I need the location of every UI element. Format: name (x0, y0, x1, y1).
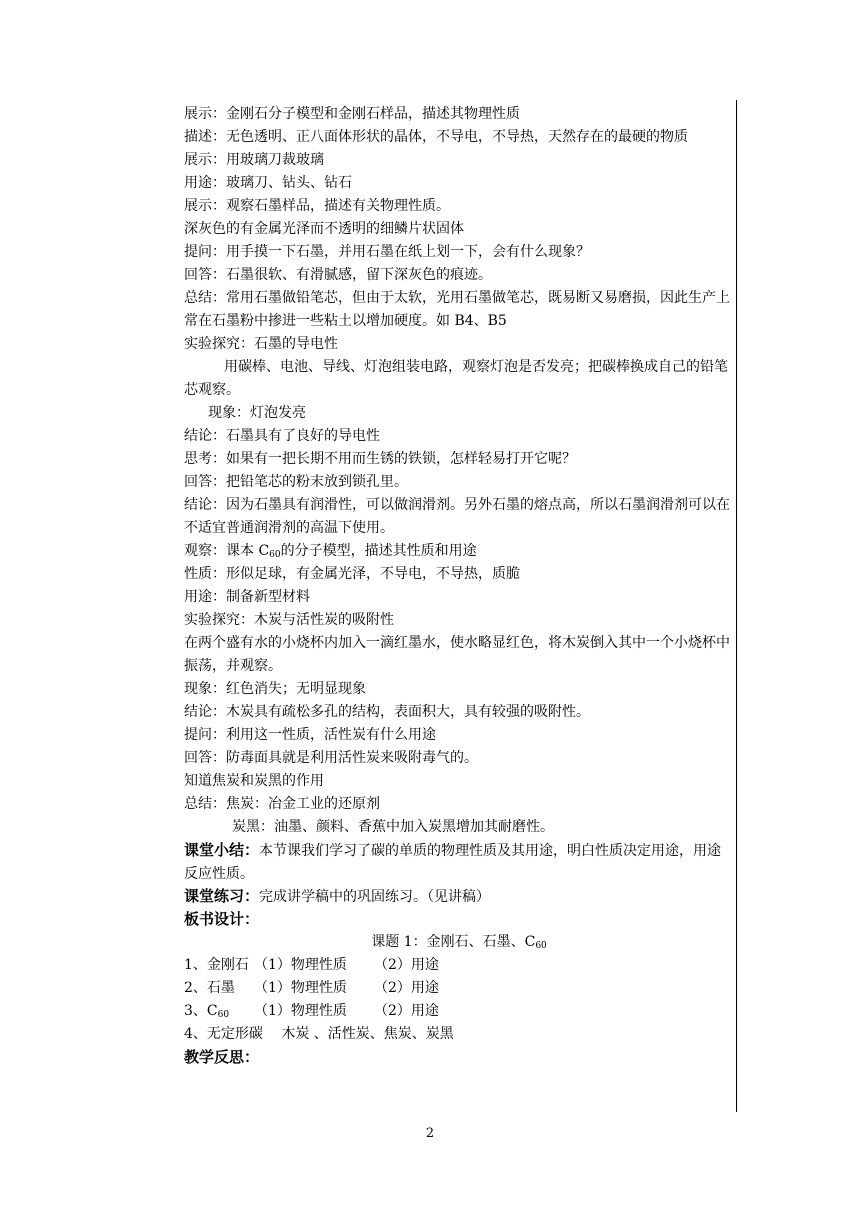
reflection-heading: 教学反思： (184, 1048, 260, 1066)
text-line: 提问：用手摸一下石墨，并用石墨在纸上划一下，会有什么现象？ (184, 244, 590, 260)
board-title (184, 931, 734, 954)
table-right-border (736, 100, 737, 1112)
text-paragraph: 总结：常用石墨做铅笔芯，但由于太软，光用石墨做笔芯，既易断又易磨损，因此生产上常在石墨粉中掺进一些粘土以增加硬度。如 B4、B5 (184, 290, 730, 329)
board-item-text: 3、C (184, 1003, 218, 1019)
text-fragment: 的分子模型，描述其性质和用途 (280, 543, 477, 559)
board-use: （2）用途 (374, 957, 439, 973)
text-line: 展示：观察石墨样品，描述有关物理性质。 (184, 198, 450, 214)
text-line (184, 540, 734, 563)
lesson-content (184, 103, 734, 1069)
text-line: 用途：玻璃刀、钻头、钻石 (184, 175, 352, 191)
board-title-text: 课题 1：金刚石、石墨、C (371, 934, 536, 950)
subscript: 60 (535, 941, 547, 951)
board-row (184, 954, 734, 977)
board-use: （2）用途 (374, 1003, 439, 1019)
board-property: （1）物理性质 (254, 957, 347, 973)
text-line: 实验探究：木炭与活性炭的吸附性 (184, 612, 394, 628)
text-line: 结论：石墨具有了良好的导电性 (184, 428, 380, 444)
board-row (184, 977, 734, 1000)
board-heading: 板书设计： (184, 910, 260, 928)
text-paragraph: 在两个盛有水的小烧杯内加入一滴红墨水，使水略显红色，将木炭倒入其中一个小烧杯中振荡，并观察。 (184, 635, 730, 674)
text-line: 用途：制备新型材料 (184, 589, 310, 605)
subscript: 60 (217, 1010, 230, 1020)
page-number: 2 (425, 1126, 435, 1141)
subscript: 60 (269, 550, 281, 560)
text-fragment: 观察：课本 C (184, 543, 270, 559)
board-item: 1、金刚石 (184, 957, 249, 973)
text-line: 知道焦炭和炭黑的作用 (184, 773, 324, 789)
board-row (184, 1000, 734, 1023)
text-line: 深灰色的有金属光泽而不透明的细鳞片状固体 (184, 221, 464, 237)
text-line: 思考：如果有一把长期不用而生锈的铁锁，怎样轻易打开它呢？ (184, 451, 576, 467)
summary-heading: 课堂小结： (184, 841, 260, 859)
practice-text: 完成讲学稿中的巩固练习。（见讲稿） (259, 889, 491, 905)
summary-text: 本节课我们学习了碳的单质的物理性质及其用途，明白性质决定用途，用途反应性质。 (184, 843, 722, 882)
text-line: 性质：形似足球，有金属光泽，不导电，不导热，质脆 (184, 566, 520, 582)
text-line: 提问：利用这一性质，活性炭有什么用途 (184, 727, 436, 743)
text-paragraph: 用碳棒、电池、导线、灯泡组装电路，观察灯泡是否发亮；把碳棒换成自己的铅笔芯观察。 (184, 359, 728, 398)
text-line: 炭黑：油墨、颜料、香蕉中加入炭黑增加其耐磨性。 (232, 819, 554, 835)
practice-heading: 课堂练习： (184, 887, 260, 905)
text-line: 回答：防毒面具就是利用活性炭来吸附毒气的。 (184, 750, 478, 766)
text-line: 实验探究：石墨的导电性 (184, 336, 338, 352)
text-line: 描述：无色透明、正八面体形状的晶体，不导电，不导热，天然存在的最硬的物质 (184, 129, 688, 145)
board-item: 2、石墨 (184, 980, 235, 996)
board-row: 4、无定形碳 木炭 、活性炭、焦炭、炭黑 (184, 1026, 454, 1042)
text-line: 现象：红色消失；无明显现象 (184, 681, 366, 697)
board-property: （1）物理性质 (254, 980, 347, 996)
text-line: 结论：木炭具有疏松多孔的结构，表面积大，具有较强的吸附性。 (184, 704, 590, 720)
text-line: 展示：用玻璃刀裁玻璃 (184, 152, 324, 168)
text-line: 回答：把铅笔芯的粉末放到锁孔里。 (184, 474, 408, 490)
text-paragraph: 结论：因为石墨具有润滑性，可以做润滑剂。另外石墨的熔点高，所以石墨润滑剂可以在不适宜普通润滑剂的高温下使用。 (184, 497, 730, 536)
text-line: 总结：焦炭：冶金工业的还原剂 (184, 796, 380, 812)
text-line: 回答：石墨很软、有滑腻感，留下深灰色的痕迹。 (184, 267, 492, 283)
summary-section (184, 839, 734, 885)
practice-section (184, 885, 734, 908)
board-use: （2）用途 (374, 980, 439, 996)
text-line: 现象：灯泡发亮 (208, 405, 306, 421)
board-property: （1）物理性质 (254, 1003, 347, 1019)
text-line: 展示：金刚石分子模型和金刚石样品，描述其物理性质 (184, 106, 520, 122)
